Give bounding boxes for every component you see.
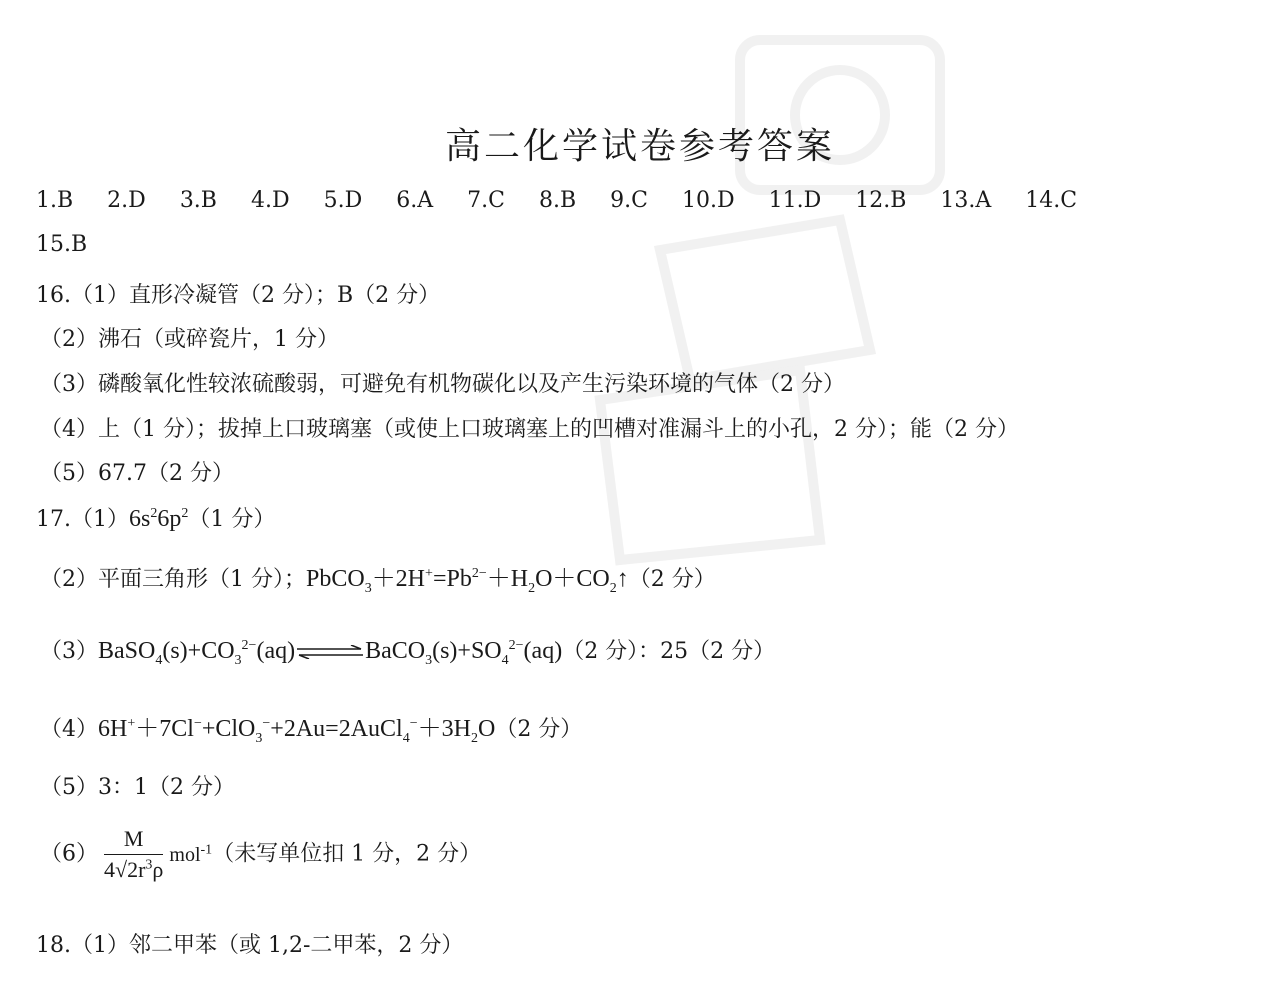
q16-part1: 16.（1）直形冷凝管（2 分）；B（2 分） (36, 283, 441, 308)
equation-gold: $6H^++7Cl^-+ClO_3^-+2Au=2AuCl_4^-+3H_2O$ (98, 716, 496, 746)
mc-answer-7: 7.C (467, 188, 505, 213)
q16-part5: （5）67.7（2 分） (40, 461, 234, 486)
q17-part3-score: （2 分）：25（2 分） (562, 639, 776, 664)
q17-part4-label: （4） (40, 717, 98, 742)
q16-part3: （3）磷酸氧化性较浓硫酸弱，可避免有机物碳化以及产生污染环境的气体（2 分） (40, 372, 845, 397)
mc-answer-12: 12.B (855, 188, 907, 213)
q17-part6-label: （6） (40, 841, 98, 867)
q17-part5: （5）3：1（2 分） (40, 775, 235, 800)
mc-answer-1: 1.B (36, 188, 74, 213)
mc-answer-9: 9.C (610, 188, 648, 213)
q17-part4 (40, 708, 582, 747)
q17-part2-label: （2）平面三角形（1 分）； (40, 567, 306, 592)
mc-answer-14: 14.C (1025, 188, 1078, 213)
mc-answer-4: 4.D (250, 188, 290, 213)
q17-part3 (40, 634, 775, 669)
q16-part2: （2）沸石（或碎瓷片，1 分） (40, 327, 339, 352)
watermark-seal (540, 20, 960, 580)
page-title: 高二化学试卷参考答案 (444, 126, 835, 167)
unit-text: mol (169, 843, 201, 866)
mc-answer-3: 3.B (179, 188, 217, 213)
q17-part6 (40, 826, 481, 883)
q17-part2-score: （2 分） (628, 567, 716, 592)
q17-part2 (40, 558, 716, 597)
q17-part1-score: （1 分） (188, 507, 276, 532)
mc-answer-13: 13.A (940, 188, 992, 213)
fraction-denominator: $4√2r^3\rho$ (104, 857, 164, 882)
q17-part4-score: （2 分） (495, 717, 583, 742)
mc-answer-10: 10.D (681, 188, 735, 213)
equilibrium-equation: $BaSO_4(s)+CO_3^{2-}(aq)$ $BaCO_3(s)+SO_4^{2-}(aq)$ (98, 638, 563, 668)
mc-answer-2: 2.D (107, 188, 146, 213)
fraction-numerator: M (104, 826, 163, 855)
q17-part1-label: 17.（1） (36, 507, 129, 532)
q17-part1 (36, 502, 275, 533)
q17-part3-label: （3） (40, 639, 98, 664)
mc-answer-8: 8.B (538, 188, 577, 213)
density-fraction (104, 826, 163, 883)
multiple-choice-answers (36, 188, 1256, 213)
mc-answer-5: 5.D (323, 188, 363, 213)
mc-answer-15: 15.B (36, 232, 88, 257)
mc-answer-6: 6.A (396, 188, 434, 213)
q17-part6-score: （未写单位扣 1 分，2 分） (212, 841, 482, 867)
equilibrium-arrow-icon (295, 645, 365, 659)
q16-part4: （4）上（1 分）；拔掉上口玻璃塞（或使上口玻璃塞上的凹槽对准漏斗上的小孔，2 分）；能（2 分） (40, 417, 1019, 442)
q18-part1: 18.（1）邻二甲苯（或 1,2-二甲苯，2 分） (36, 933, 464, 958)
equation-pbco3: $PbCO_3+2H^+=Pb^{2-}+H_2O+CO_2↑$ (306, 566, 629, 596)
electron-configuration: $6s^26p^2$ (129, 506, 189, 532)
unit-label: mol$^{-1}$ (169, 841, 213, 866)
mc-answer-11: 11.D (768, 188, 822, 213)
